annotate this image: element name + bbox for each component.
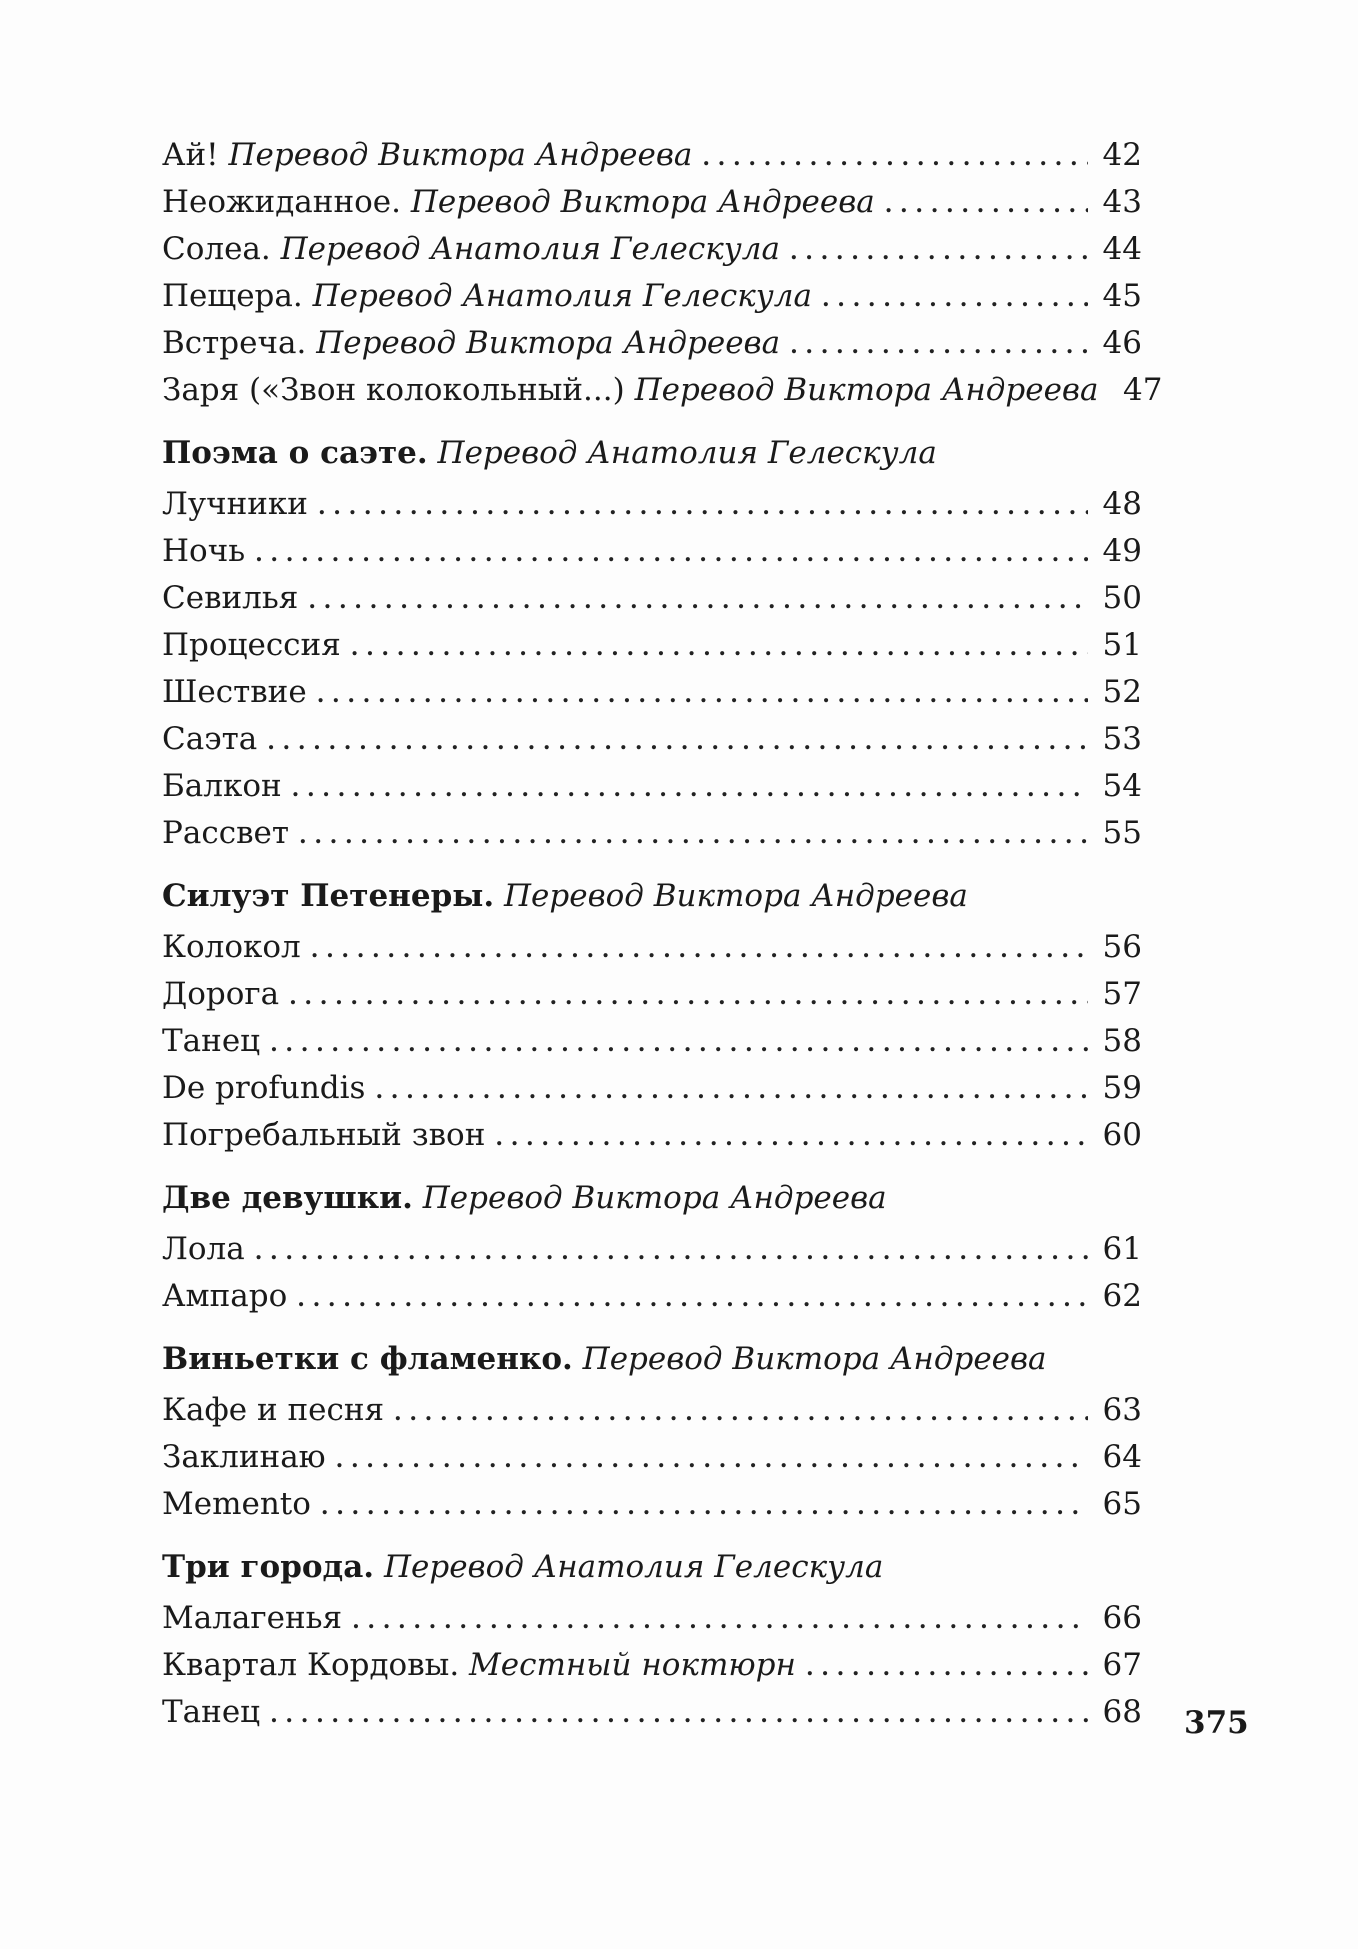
entry-page-number: 57 <box>1102 976 1142 1012</box>
dot-leader <box>822 273 1088 323</box>
dot-leader <box>308 575 1088 625</box>
entry-title: Процессия <box>162 627 341 663</box>
entry-translator: Перевод Виктора Андреева <box>634 372 1099 408</box>
dot-leader <box>270 1689 1088 1739</box>
entry-page-number: 65 <box>1102 1486 1142 1522</box>
toc-entry[interactable] <box>162 528 1142 575</box>
entry-title: Ампаро <box>162 1278 288 1314</box>
dot-leader <box>394 1387 1088 1437</box>
entry-title: Заря («Звон колокольный...) <box>162 372 625 408</box>
toc-entry[interactable] <box>162 1065 1142 1112</box>
entry-page-number: 54 <box>1102 768 1142 804</box>
section-translator: Перевод Анатолия Гелескула <box>437 435 937 471</box>
toc-entry[interactable] <box>162 1481 1142 1528</box>
entry-title: Погребальный звон <box>162 1117 486 1153</box>
entry-title: Квартал Кордовы. <box>162 1647 460 1683</box>
section-heading[interactable] <box>162 1175 1142 1222</box>
entry-page-number: 51 <box>1102 627 1142 663</box>
toc-entry[interactable] <box>162 1273 1142 1320</box>
dot-leader <box>321 1481 1088 1531</box>
toc-entry[interactable] <box>162 810 1142 857</box>
section-title: Силуэт Петенеры. <box>162 878 495 914</box>
section-title: Поэма о саэте. <box>162 435 428 471</box>
toc-entry[interactable] <box>162 1642 1142 1689</box>
entry-title: Заклинаю <box>162 1439 326 1475</box>
entry-page-number: 66 <box>1102 1600 1142 1636</box>
entry-translator: Перевод Виктора Андреева <box>228 137 693 173</box>
table-of-contents <box>162 132 1163 1736</box>
entry-page-number: 56 <box>1102 929 1142 965</box>
dot-leader <box>336 1434 1088 1484</box>
entry-title: Севилья <box>162 580 299 616</box>
entry-title: Лола <box>162 1231 245 1267</box>
toc-entry[interactable] <box>162 763 1142 810</box>
entry-title: Танец <box>162 1694 261 1730</box>
entry-page-number: 67 <box>1102 1647 1142 1683</box>
dot-leader <box>255 1226 1088 1276</box>
toc-entry[interactable] <box>162 1689 1142 1736</box>
entry-title: Ай! <box>162 137 219 173</box>
entry-page-number: 61 <box>1102 1231 1142 1267</box>
section-heading[interactable] <box>162 1336 1142 1383</box>
section-heading[interactable] <box>162 430 1142 477</box>
dot-leader <box>375 1065 1088 1115</box>
section-heading[interactable] <box>162 1544 1142 1591</box>
toc-entry[interactable] <box>162 481 1142 528</box>
entry-page-number: 50 <box>1102 580 1142 616</box>
dot-leader <box>311 924 1088 974</box>
dot-leader <box>790 320 1088 370</box>
dot-leader <box>352 1595 1088 1645</box>
toc-entry[interactable] <box>162 924 1142 971</box>
entry-page-number: 49 <box>1102 533 1142 569</box>
dot-leader <box>267 716 1088 766</box>
section-heading[interactable] <box>162 873 1142 920</box>
entry-page-number: 68 <box>1102 1694 1142 1730</box>
entry-title: Кафе и песня <box>162 1392 385 1428</box>
toc-entry[interactable] <box>162 226 1142 273</box>
entry-title: Солеа. <box>162 231 271 267</box>
toc-entry[interactable] <box>162 1112 1142 1159</box>
dot-leader <box>495 1112 1088 1162</box>
dot-leader <box>790 226 1088 276</box>
entry-page-number: 45 <box>1102 278 1142 314</box>
section-translator: Перевод Виктора Андреева <box>422 1180 887 1216</box>
entry-page-number: 63 <box>1102 1392 1142 1428</box>
section-title: Виньетки с фламенко. <box>162 1341 573 1377</box>
entry-page-number: 64 <box>1102 1439 1142 1475</box>
entry-title: Малагенья <box>162 1600 343 1636</box>
entry-title: Пещера. <box>162 278 303 314</box>
entry-page-number: 48 <box>1102 486 1142 522</box>
toc-entry[interactable] <box>162 273 1142 320</box>
entry-page-number: 60 <box>1102 1117 1142 1153</box>
toc-entry[interactable] <box>162 575 1142 622</box>
toc-entry[interactable] <box>162 1387 1142 1434</box>
entry-page-number: 46 <box>1102 325 1142 361</box>
entry-translator: Перевод Виктора Андреева <box>410 184 875 220</box>
entry-page-number: 53 <box>1102 721 1142 757</box>
entry-title: Memento <box>162 1486 311 1522</box>
entry-page-number: 42 <box>1102 137 1142 173</box>
dot-leader <box>318 481 1088 531</box>
entry-page-number: 55 <box>1102 815 1142 851</box>
entry-title: Рассвет <box>162 815 290 851</box>
toc-entry[interactable] <box>162 971 1142 1018</box>
toc-entry[interactable] <box>162 1434 1142 1481</box>
dot-leader <box>702 132 1088 182</box>
dot-leader <box>255 528 1088 578</box>
toc-entry[interactable] <box>162 622 1142 669</box>
section-title: Три города. <box>162 1549 375 1585</box>
section-translator: Перевод Виктора Андреева <box>582 1341 1047 1377</box>
entry-title: Неожиданное. <box>162 184 401 220</box>
entry-translator: Перевод Анатолия Гелескула <box>312 278 812 314</box>
dot-leader <box>806 1642 1088 1692</box>
entry-page-number: 52 <box>1102 674 1142 710</box>
entry-page-number: 43 <box>1102 184 1142 220</box>
dot-leader <box>317 669 1088 719</box>
toc-entry[interactable] <box>162 669 1142 716</box>
entry-translator: Перевод Анатолия Гелескула <box>280 231 780 267</box>
entry-page-number: 44 <box>1102 231 1142 267</box>
entry-title: De profundis <box>162 1070 366 1106</box>
entry-title: Ночь <box>162 533 246 569</box>
toc-entry[interactable] <box>162 367 1163 414</box>
entry-title: Дорога <box>162 976 280 1012</box>
dot-leader <box>351 622 1088 672</box>
entry-title: Шествие <box>162 674 307 710</box>
toc-entry[interactable] <box>162 132 1142 179</box>
dot-leader <box>292 763 1088 813</box>
entry-page-number: 58 <box>1102 1023 1142 1059</box>
entry-title: Танец <box>162 1023 261 1059</box>
section-translator: Перевод Анатолия Гелескула <box>383 1549 884 1585</box>
toc-entry[interactable] <box>162 1595 1142 1642</box>
entry-title: Колокол <box>162 929 301 965</box>
entry-page-number: 47 <box>1123 372 1163 408</box>
entry-page-number: 62 <box>1102 1278 1142 1314</box>
entry-title: Балкон <box>162 768 282 804</box>
entry-subtitle: Местный ноктюрн <box>469 1647 796 1683</box>
page-number: 375 <box>1184 1705 1249 1741</box>
section-title: Две девушки. <box>162 1180 413 1216</box>
toc-entry[interactable] <box>162 1226 1142 1273</box>
dot-leader <box>885 179 1088 229</box>
toc-entry[interactable] <box>162 1018 1142 1065</box>
dot-leader <box>297 1273 1088 1323</box>
dot-leader <box>270 1018 1088 1068</box>
entry-page-number: 59 <box>1102 1070 1142 1106</box>
toc-entry[interactable] <box>162 179 1142 226</box>
dot-leader <box>299 810 1088 860</box>
entry-title: Лучники <box>162 486 308 522</box>
entry-title: Встреча. <box>162 325 307 361</box>
toc-entry[interactable] <box>162 320 1142 367</box>
toc-entry[interactable] <box>162 716 1142 763</box>
entry-title: Саэта <box>162 721 258 757</box>
dot-leader <box>289 971 1088 1021</box>
entry-translator: Перевод Виктора Андреева <box>316 325 781 361</box>
section-translator: Перевод Виктора Андреева <box>504 878 968 914</box>
